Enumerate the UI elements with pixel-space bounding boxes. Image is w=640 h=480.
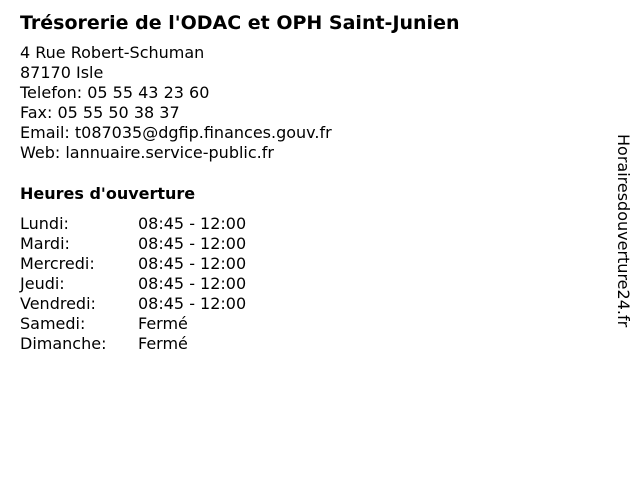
hours-row-friday — [20, 294, 246, 314]
hours-time: 08:45 - 12:00 — [138, 214, 247, 233]
watermark-text: Horairesdouverture24.fr — [614, 134, 633, 328]
hours-time: 08:45 - 12:00 — [138, 254, 247, 273]
hours-row-wednesday — [20, 254, 246, 274]
hours-day: Lundi: — [20, 214, 69, 233]
hours-day: Samedi: — [20, 314, 86, 333]
city-postal: 87170 Isle — [20, 63, 104, 82]
street-address: 4 Rue Robert-Schuman — [20, 43, 205, 62]
hours-day: Dimanche: — [20, 334, 107, 353]
hours-row-tuesday — [20, 234, 246, 254]
hours-time: Fermé — [138, 314, 188, 333]
hours-row-sunday — [20, 334, 246, 354]
hours-day: Vendredi: — [20, 294, 96, 313]
hours-time: Fermé — [138, 334, 188, 353]
watermark — [612, 134, 634, 370]
contact-block — [20, 43, 332, 163]
hours-row-thursday — [20, 274, 246, 294]
hours-heading: Heures d'ouverture — [20, 184, 196, 203]
hours-day: Jeudi: — [20, 274, 65, 293]
page-title: Trésorerie de l'ODAC et OPH Saint-Junien — [20, 12, 460, 34]
hours-row-saturday — [20, 314, 246, 334]
hours-row-monday — [20, 214, 246, 234]
email-address: Email: t087035@dgfip.finances.gouv.fr — [20, 123, 332, 142]
fax-number: Fax: 05 55 50 38 37 — [20, 103, 180, 122]
hours-time: 08:45 - 12:00 — [138, 274, 247, 293]
hours-day: Mardi: — [20, 234, 70, 253]
hours-time: 08:45 - 12:00 — [138, 294, 247, 313]
phone-number: Telefon: 05 55 43 23 60 — [20, 83, 210, 102]
hours-time: 08:45 - 12:00 — [138, 234, 247, 253]
hours-day: Mercredi: — [20, 254, 95, 273]
website: Web: lannuaire.service-public.fr — [20, 143, 274, 162]
hours-table — [20, 214, 246, 354]
